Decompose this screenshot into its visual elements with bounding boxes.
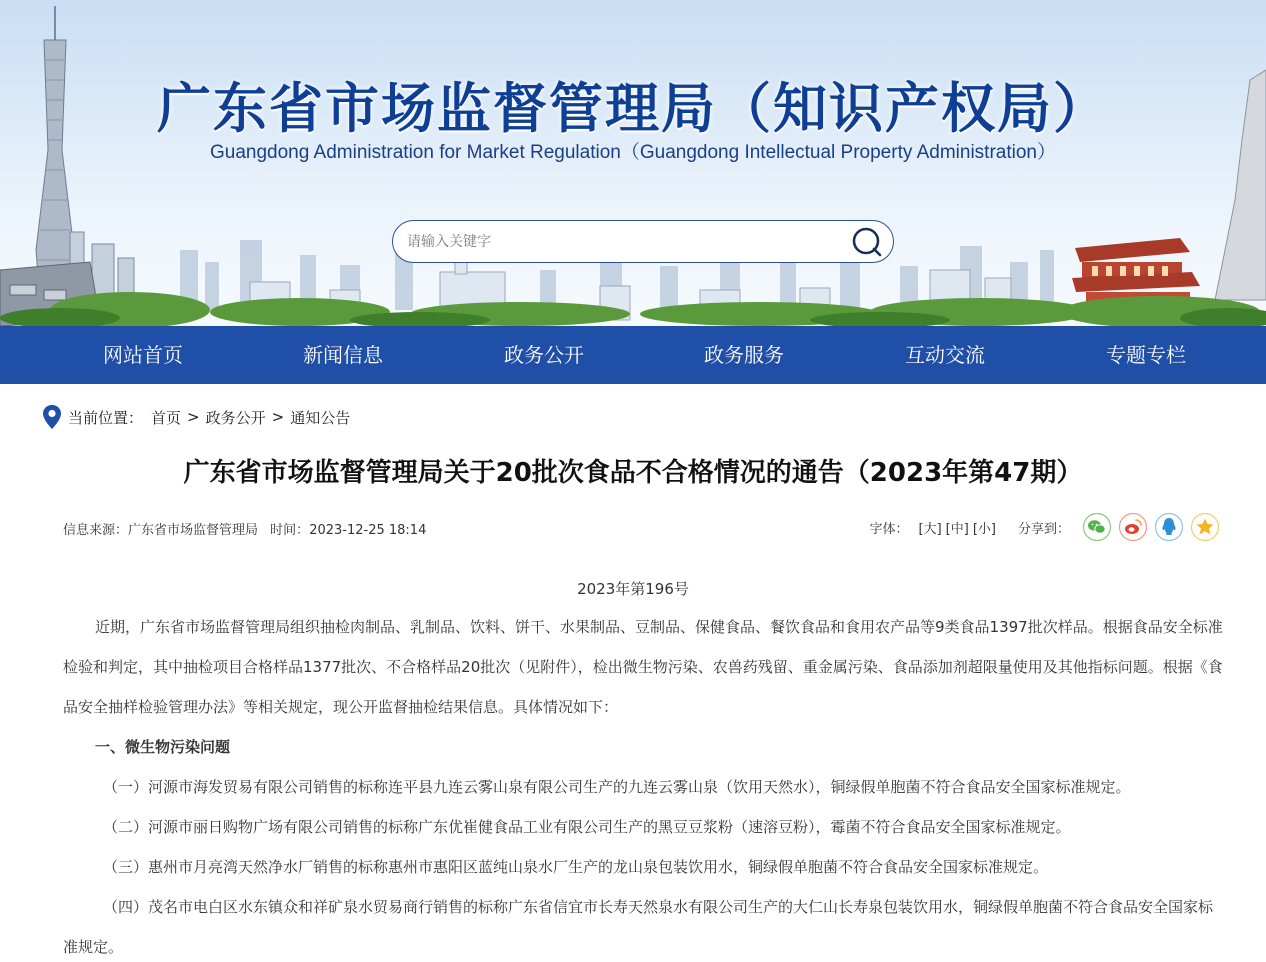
source-value: 广东省市场监督管理局 (128, 523, 259, 538)
font-size-large-button[interactable]: [大] (918, 521, 942, 537)
article-paragraph: （四）茂名市电白区水东镇众和祥矿泉水贸易商行销售的标称广东省信宜市长寿天然泉水有限公司生产的大仁山长寿泉包装饮用水，铜绿假单胞菌不符合食品安全国家标准规定。 (63, 898, 1214, 956)
article-tools (870, 512, 1221, 542)
nav-item-news[interactable]: 新闻信息 (303, 343, 383, 367)
nav-item-special-topics[interactable]: 专题专栏 (1106, 343, 1186, 367)
nav-item-services[interactable]: 政务服务 (704, 343, 784, 367)
article-paragraph: 近期，广东省市场监督管理局组织抽检肉制品、乳制品、饮料、饼干、水果制品、豆制品、保健食品、餐饮食品和食用农产品等9类食品1397批次样品。根据食品安全标准检验和判定，其中抽检项目合格样品1377批次、不合格样品20批次（见附件），检出微生物污染、农兽药残留、重金属污染、食品添加剂超限量使用及其他指标问题。根据《食品安全抽样检验管理办法》等相关规定，现公开监督抽检结果信息。具体情况如下： (63, 618, 1223, 716)
main-nav (0, 326, 1266, 384)
source-label: 信息来源： (63, 523, 129, 538)
breadcrumb-separator: > (187, 408, 200, 426)
font-size-medium-button[interactable]: [中] (945, 521, 969, 537)
share-label: 分享到： (1017, 521, 1070, 537)
location-pin-icon (42, 404, 62, 430)
site-banner (0, 0, 1266, 326)
article-paragraph: （三）惠州市月亮湾天然净水厂销售的标称惠州市惠阳区蓝纯山泉水厂生产的龙山泉包装饮用水，铜绿假单胞菌不符合食品安全国家标准规定。 (103, 858, 1049, 876)
search-input[interactable] (407, 229, 827, 255)
site-title: 广东省市场监督管理局（知识产权局） (157, 77, 1109, 140)
weibo-icon[interactable] (1118, 512, 1148, 542)
article-section-heading: 一、微生物污染问题 (95, 738, 231, 756)
breadcrumb (42, 404, 350, 430)
nav-item-government-affairs[interactable]: 政务公开 (504, 343, 584, 367)
breadcrumb-prefix: 当前位置： (68, 408, 144, 427)
font-size-label: 字体： (869, 521, 909, 537)
article-meta (63, 519, 426, 538)
breadcrumb-home[interactable]: 首页 (151, 408, 182, 427)
qzone-icon[interactable] (1190, 512, 1220, 542)
search-icon[interactable] (851, 226, 883, 258)
article-paragraph: （二）河源市丽日购物广场有限公司销售的标称广东优崔健食品工业有限公司生产的黑豆豆浆粉（速溶豆粉），霉菌不符合食品安全国家标准规定。 (103, 818, 1071, 836)
site-subtitle: Guangdong Administration for Market Regulation（Guangdong Intellectual Property Administration） (210, 142, 1056, 163)
breadcrumb-separator: > (271, 408, 285, 426)
breadcrumb-government-affairs[interactable]: 政务公开 (205, 408, 266, 427)
document-number: 2023年第196号 (577, 580, 689, 598)
nav-item-interaction[interactable]: 互动交流 (905, 343, 985, 367)
font-size-small-button[interactable]: [小] (972, 521, 996, 537)
breadcrumb-notices[interactable]: 通知公告 (290, 408, 351, 427)
search-box (392, 220, 894, 263)
article-paragraph: （一）河源市海发贸易有限公司销售的标称连平县九连云雾山泉有限公司生产的九连云雾山泉（饮用天然水），铜绿假单胞菌不符合食品安全国家标准规定。 (103, 778, 1131, 796)
qq-icon[interactable] (1154, 512, 1184, 542)
article-body (63, 607, 1225, 962)
nav-item-home[interactable]: 网站首页 (103, 343, 183, 367)
wechat-icon[interactable] (1082, 512, 1112, 542)
time-label: 时间： (270, 523, 310, 538)
article-title: 广东省市场监督管理局关于20批次食品不合格情况的通告（2023年第47期） (183, 458, 1083, 488)
time-value: 2023-12-25 18:14 (309, 523, 427, 538)
